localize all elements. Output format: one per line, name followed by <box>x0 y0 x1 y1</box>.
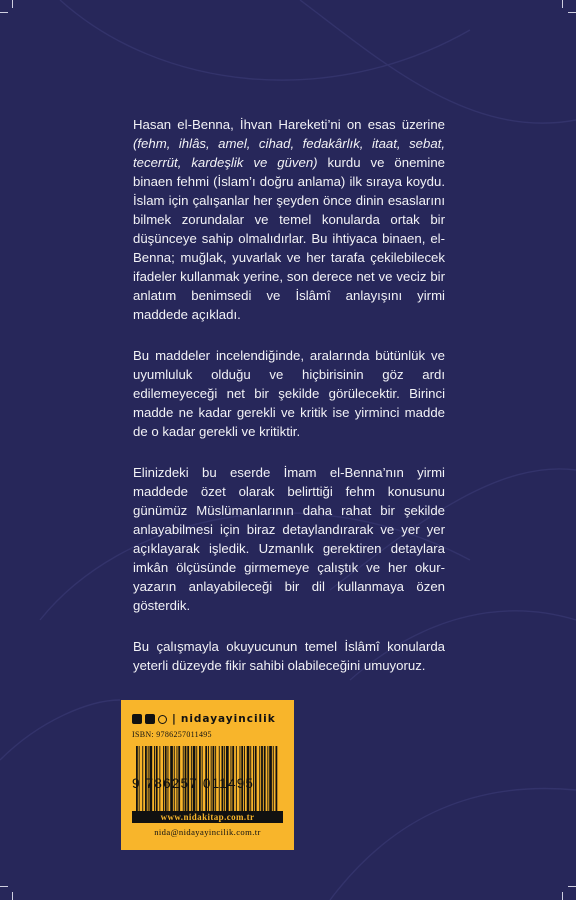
email: nida@nidayayincilik.com.tr <box>154 827 261 837</box>
crop-mark-bottom-right-v <box>562 892 563 900</box>
italic-run: (fehm, ihlâs, amel, cihad, fedakârlık, itaat, sebat, tecerrüt, kardeşlik ve güven) <box>133 136 445 170</box>
social-row <box>132 713 276 725</box>
website: www.nidakitap.com.tr <box>132 811 283 823</box>
barcode-number: 9 786257 011495 <box>132 776 255 791</box>
text-run: Bu çalışmayla okuyucunun temel İslâmî konularda yeterli düzeyde fikir sahibi olabileceğini umuyoruz. <box>133 639 445 673</box>
isbn: ISBN: 9786257011495 <box>132 730 212 739</box>
social-handle: nidayayincilik <box>180 713 276 725</box>
text-run: Elinizdeki bu eserde İmam el-Benna’nın yirmi maddede özet olarak belirttiği fehm konusunu günümüz Müslümanlarının daha rahat bir şekilde anlayabilmesi için biraz detaylandırarak ve yer yer açıklayarak işledik. Uzmanlık gerektiren detaylara imkân ölçüsünde girmemeye çalıştık ve her okur-yazarın anlayabileceği bir dil kullanmaya özen gösterdik. <box>133 465 445 613</box>
paragraph <box>133 115 445 324</box>
back-cover-text <box>133 115 445 697</box>
separator: | <box>172 713 177 725</box>
crop-mark-bottom-left <box>0 886 8 887</box>
paragraph <box>133 463 445 615</box>
crop-mark-top-right <box>568 12 576 13</box>
paragraph <box>133 637 445 675</box>
instagram-icon <box>158 715 167 724</box>
text-run: Bu maddeler incelendiğinde, aralarında bütünlük ve uyumluluk olduğu ve hiçbirisinin göz ardı edilemeyeceği net bir şekilde görülecektir. Birinci madde ne kadar gerekli ve kritik ise yirminci madde de o kadar gerekli ve kritiktir. <box>133 348 445 439</box>
twitter-icon <box>145 714 155 724</box>
publisher-label <box>121 700 294 850</box>
crop-mark-bottom-left-v <box>12 892 13 900</box>
paragraph <box>133 346 445 441</box>
crop-mark-top-left-v <box>12 0 13 8</box>
crop-mark-top-left <box>0 12 8 13</box>
text-run: Hasan el-Benna, İhvan Hareketi’ni on esas üzerine <box>133 117 445 132</box>
crop-mark-top-right-v <box>562 0 563 8</box>
crop-mark-bottom-right <box>568 886 576 887</box>
text-run: kurdu ve önemine binaen fehmi (İslam’ı doğru anlama) ilk sıraya koydu. İslam için çalışanlar her şeyden önce dinin esaslarını bilmek zorundalar ve temel konularda ortak bir düşünceye sahip olmalıdırlar. Bu ihtiyaca binaen, el-Benna; muğlak, yuvarlak ve her tarafa çekilebilecek ifadeler kullanmak yerine, son derece net ve veciz bir anlatım benimsedi ve İslâmî anlayışını yirmi maddede açıkladı. <box>133 155 445 322</box>
facebook-icon <box>132 714 142 724</box>
